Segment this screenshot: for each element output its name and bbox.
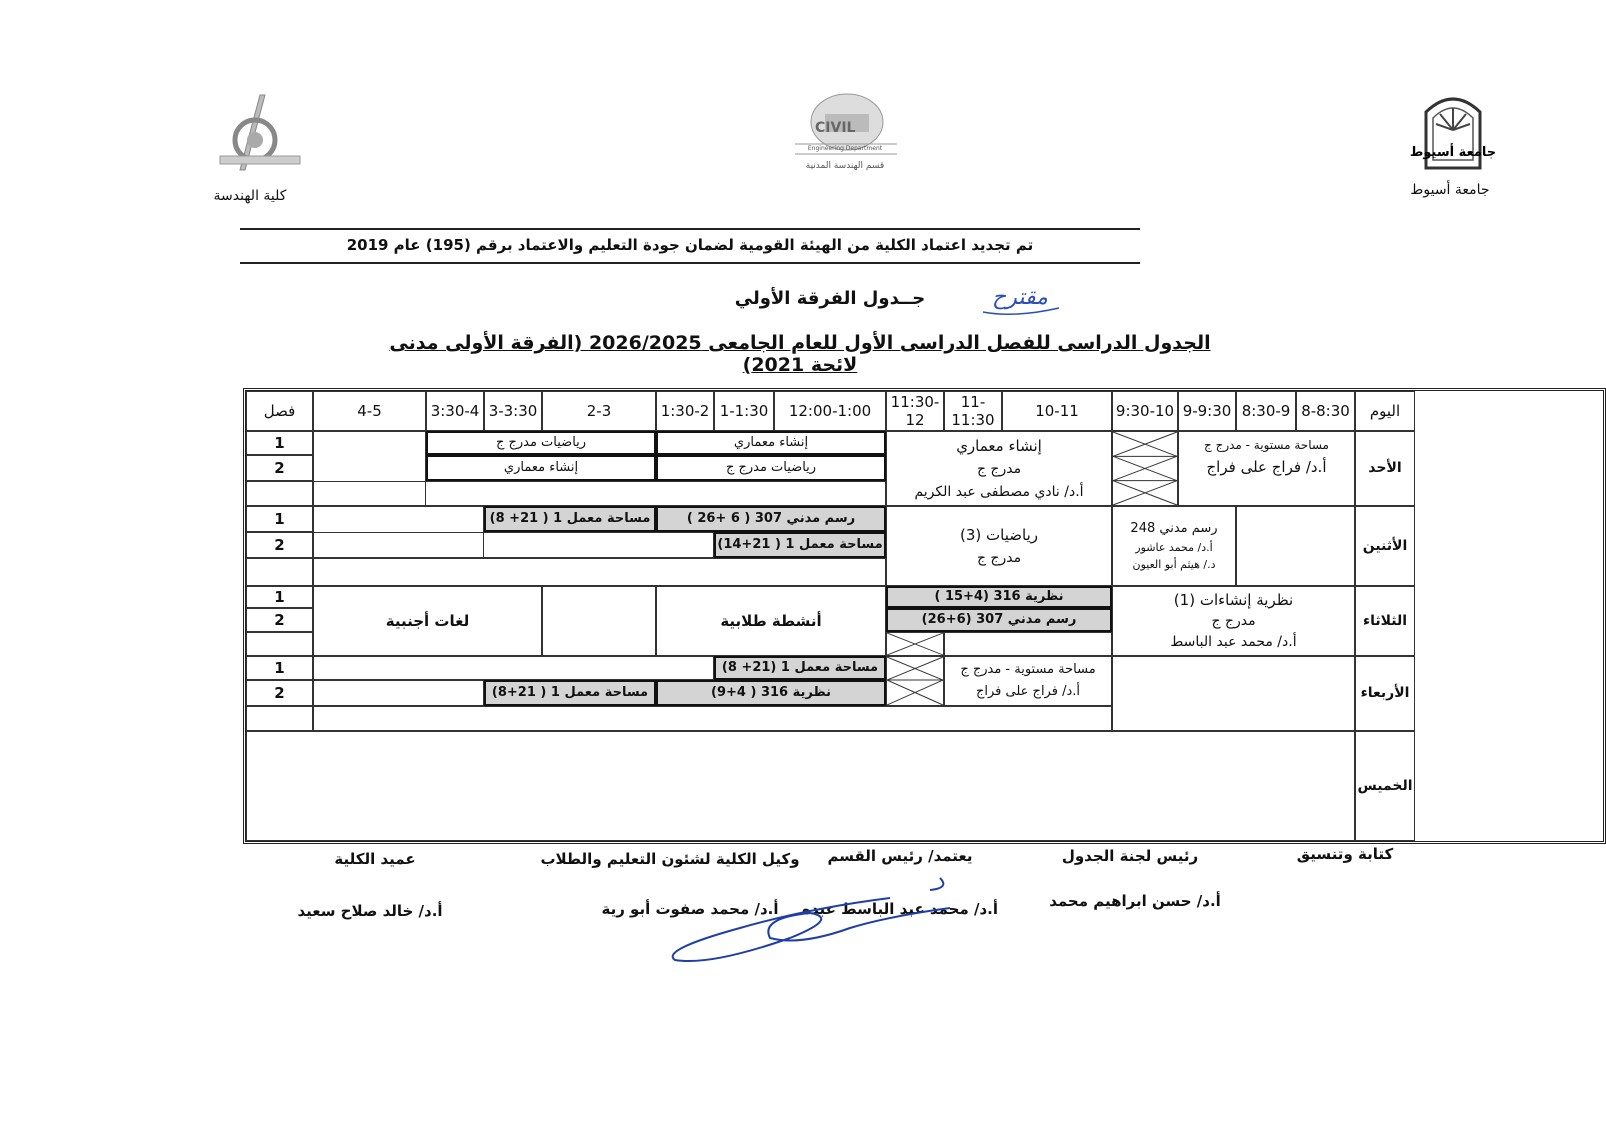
sunday-s2-math: رياضيات مدرج ج: [656, 455, 886, 481]
header-time: 1-1:30: [714, 391, 774, 431]
tuesday-student-activities: أنشطة طلابية: [656, 586, 886, 656]
monday-s1-drawing: رسم مدني 307 ( 6 +26 ): [656, 506, 886, 532]
instructor: أ.د/ محمد عاشور: [1135, 540, 1213, 554]
wednesday-survey-lecture: [944, 656, 1112, 706]
header-time: 8:30-9: [1236, 391, 1296, 431]
section-number: 1: [246, 586, 313, 608]
empty-cell: [313, 558, 886, 586]
course-title: مساحة مستوية - مدرج ج: [960, 662, 1096, 678]
course-title: مساحة مستوية - مدرج ج: [1204, 438, 1329, 452]
page-title: جــدول الفرقة الأولي: [734, 288, 926, 309]
monday-s1-survey-lab: مساحة معمل 1 ( 21+ 8): [484, 506, 656, 532]
empty-cell: [313, 680, 484, 706]
empty-cell: [313, 532, 714, 558]
sig-vice-name: أ.د/ محمد صفوت أبو رية: [601, 900, 779, 918]
sunday-s2-arch: إنشاء معماري: [426, 455, 656, 481]
empty-cell: [246, 632, 313, 656]
day-thursday: الخميس: [1355, 731, 1415, 841]
empty-cell: [542, 586, 656, 656]
empty-cell: [246, 558, 313, 586]
university-logo-text: جامعة أسيوط: [1409, 145, 1497, 160]
department-logo-en: Engineering Department: [807, 145, 883, 152]
monday-s2-survey-lab: مساحة معمل 1 ( 21+14): [714, 532, 886, 558]
header-time: 2-3: [542, 391, 656, 431]
instructor: أ.د/ نادي مصطفى عبد الكريم: [914, 483, 1084, 500]
section-number: 2: [246, 680, 313, 706]
sig-committee: رئيس لجنة الجدول: [1061, 847, 1199, 865]
faculty-logo: [215, 90, 305, 175]
sig-vice: وكيل الكلية لشئون التعليم والطلاب: [540, 850, 800, 868]
bottom-rule: [240, 262, 1140, 264]
tuesday-structures-lecture: [1112, 586, 1355, 656]
department-logo-ar: قسم الهندسة المدنية: [805, 161, 885, 171]
handwritten-note-text: مقترح: [992, 285, 1048, 310]
blocked-slot: [886, 632, 944, 656]
section-number: 2: [246, 455, 313, 481]
handwritten-signature: [650, 868, 970, 968]
day-wednesday: الأربعاء: [1355, 656, 1415, 731]
sig-head-name: أ.د/ محمد عبد الباسط عبده: [802, 900, 998, 918]
thursday-empty: [246, 731, 1355, 841]
sunday-arch-lecture: [886, 431, 1112, 506]
header-time: 11:30-12: [886, 391, 944, 431]
header-time: 10-11: [1002, 391, 1112, 431]
course-title: رسم مدني 248: [1130, 521, 1218, 537]
sunday-s1-arch: إنشاء معماري: [656, 431, 886, 455]
header-time: 9:30-10: [1112, 391, 1178, 431]
course-title: رياضيات (3): [960, 525, 1038, 544]
monday-math-lecture: [886, 506, 1112, 586]
day-tuesday: الثلاثاء: [1355, 586, 1415, 656]
sig-writing: كتابة وتنسيق: [1296, 845, 1394, 863]
faculty-caption: كلية الهندسة: [213, 188, 287, 204]
empty-cell: [313, 481, 886, 506]
handwritten-note: [975, 278, 1065, 320]
header-time: 3:30-4: [426, 391, 484, 431]
tuesday-foreign-languages: لغات أجنبية: [313, 586, 542, 656]
blocked-slot: [1112, 431, 1178, 506]
empty-cell: [1112, 656, 1355, 731]
tuesday-s1-theory: نظرية 316 (4+15 ): [886, 586, 1112, 608]
sunday-s1-math: رياضيات مدرج ج: [426, 431, 656, 455]
hall: مدرج ج: [1211, 613, 1256, 630]
course-title: نظرية إنشاءات (1): [1173, 591, 1294, 610]
wednesday-s1-survey-lab: مساحة معمل 1 (21+ 8): [714, 656, 886, 680]
wednesday-s2-theory: نظرية 316 ( 4+9): [656, 680, 886, 706]
day-monday: الأثنين: [1355, 506, 1415, 586]
header-time: 4-5: [313, 391, 426, 431]
day-sunday: الأحد: [1355, 431, 1415, 506]
header-day: اليوم: [1355, 391, 1415, 431]
section-number: 1: [246, 506, 313, 532]
header-time: 9-9:30: [1178, 391, 1236, 431]
page-subtitle: الجدول الدراسى للفصل الدراسى الأول للعام الجامعى 2026/2025 (الفرقة الأولى مدنى لائحة 2021): [389, 332, 1211, 376]
department-logo-civil: CIVIL: [815, 120, 856, 136]
instructor: أ.د/ فراج على فراج: [1206, 458, 1327, 477]
empty-cell: [246, 481, 313, 506]
empty-cell: [313, 656, 714, 680]
instructor: أ.د/ فراج على فراج: [976, 684, 1080, 699]
sig-dean: عميد الكلية: [334, 850, 416, 868]
empty-cell: [1236, 506, 1355, 586]
section-number: 2: [246, 608, 313, 632]
university-caption: جامعة أسيوط: [1410, 182, 1490, 198]
section-number: 1: [246, 431, 313, 455]
sig-committee-name: أ.د/ حسن ابراهيم محمد: [1049, 892, 1221, 910]
course-title: إنشاء معماري: [956, 436, 1042, 455]
sig-head: يعتمد/ رئيس القسم: [827, 847, 973, 865]
monday-drawing: [1112, 506, 1236, 586]
section-number: 2: [246, 532, 313, 558]
department-logo: [785, 88, 905, 174]
hall: مدرج ج: [976, 549, 1022, 566]
tuesday-s2-drawing: رسم مدني 307 (6+26): [886, 608, 1112, 632]
empty-cell: [313, 706, 1112, 731]
university-logo: [1409, 90, 1497, 170]
empty-cell: [944, 632, 1112, 656]
header-time: 12:00-1:00: [774, 391, 886, 431]
header-time: 8-8:30: [1296, 391, 1355, 431]
accreditation-line: تم تجديد اعتماد الكلية من الهيئة القومية لضمان جودة التعليم والاعتماد برقم (195) عام 2019: [346, 236, 1034, 254]
sunday-survey-lecture: [1178, 431, 1355, 506]
section-number: 1: [246, 656, 313, 680]
header-time: 3-3:30: [484, 391, 542, 431]
instructor: أ.د/ محمد عبد الباسط: [1170, 634, 1297, 650]
header-time: 1:30-2: [656, 391, 714, 431]
instructor: د./ هيثم أبو العيون: [1132, 557, 1216, 571]
blocked-slot: [886, 656, 944, 706]
hall: مدرج ج: [976, 460, 1022, 477]
header-section: فصل: [246, 391, 313, 431]
wednesday-s2-survey-lab: مساحة معمل 1 ( 21+8): [484, 680, 656, 706]
header-time: 11-11:30: [944, 391, 1002, 431]
schedule-table: [243, 388, 1606, 844]
sig-dean-name: أ.د/ خالد صلاح سعيد: [297, 902, 443, 920]
empty-cell: [246, 706, 313, 731]
top-rule: [240, 228, 1140, 230]
